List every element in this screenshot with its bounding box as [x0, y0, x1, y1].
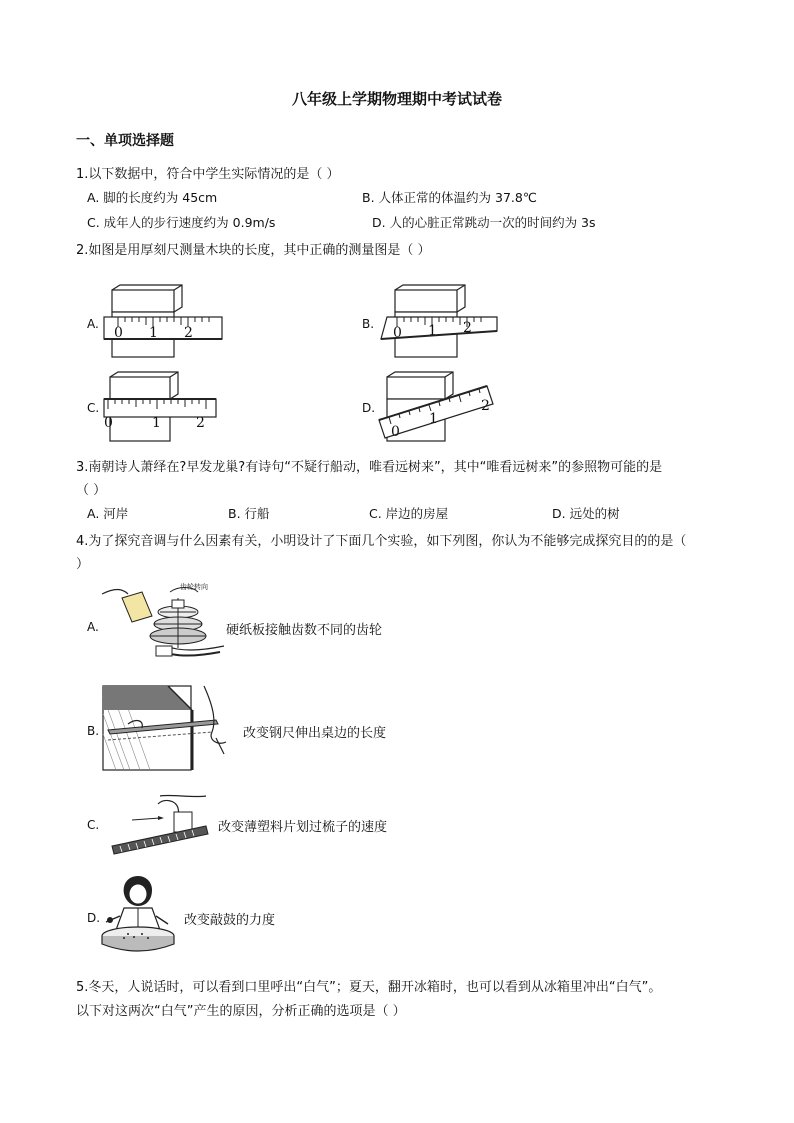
question-2-option-d-label: D. [362, 401, 376, 415]
question-2-stem: 2.如图是用厚刻尺测量木块的长度，其中正确的测量图是（ ） [76, 243, 431, 258]
question-1-option-b: B. 人体正常的体温约为 37.8℃ [362, 190, 537, 205]
ruler-d-tick-2: 2 [481, 398, 490, 414]
option-c-caption: 改变薄塑料片划过梳子的速度 [218, 820, 388, 835]
question-1-stem: 1.以下数据中，符合中学生实际情况的是（ ） [76, 167, 340, 182]
option-a-caption: 硬纸板接触齿数不同的齿轮 [226, 623, 383, 638]
page-title: 八年级上学期物理期中考试试卷 [291, 90, 502, 108]
question-3-stem-cont: （ ） [76, 483, 107, 498]
ruler-d-tick-1: 1 [429, 411, 438, 427]
ruler-c-tick-2: 2 [196, 415, 205, 431]
question-3-option-b: B. 行船 [228, 506, 270, 521]
question-4-option-d-label: D. [87, 911, 101, 925]
question-4-option-b-label: B. [87, 724, 100, 738]
ruler-figure-a [100, 285, 230, 365]
ruler-figure-c [100, 372, 230, 452]
question-4-option-a-label: A. [87, 620, 99, 634]
ruler-a-tick-0: 0 [114, 325, 123, 341]
ruler-a-tick-1: 1 [149, 325, 158, 341]
question-4-option-c-label: C. [87, 818, 100, 832]
question-2-option-c-label: C. [87, 401, 100, 415]
ruler-a-tick-2: 2 [184, 325, 193, 341]
question-4-stem-cont: ） [76, 557, 90, 572]
drum-experiment-image [98, 872, 178, 952]
question-3-stem: 3.南朝诗人萧绎在?早发龙巢?有诗句“不疑行船动，唯看远树来”，其中“唯看远树来”的参照物可能的是 [76, 460, 663, 475]
gear-experiment-image [100, 580, 228, 664]
ruler-figure-d [375, 372, 505, 452]
question-1-option-c: C. 成年人的步行速度约为 0.9m/s [87, 215, 276, 230]
ruler-b-tick-1: 1 [428, 323, 437, 339]
question-4-stem: 4.为了探究音调与什么因素有关，小明设计了下面几个实验，如下列图，你认为不能够完成探究目的的是（ [76, 534, 687, 549]
gear-direction-tag: 齿轮转向 [180, 583, 208, 591]
option-d-caption: 改变敲鼓的力度 [184, 913, 276, 928]
question-3-option-c: C. 岸边的房屋 [369, 506, 449, 521]
section-heading: 一、单项选择题 [76, 133, 174, 149]
ruler-c-tick-1: 1 [152, 415, 161, 431]
question-3-option-d: D. 远处的树 [552, 506, 620, 521]
ruler-b-tick-0: 0 [393, 325, 402, 341]
comb-experiment-image [108, 794, 212, 856]
question-3-option-a: A. 河岸 [87, 506, 129, 521]
ruler-d-tick-0: 0 [391, 424, 400, 440]
question-1-option-a: A. 脚的长度约为 45cm [87, 190, 218, 205]
ruler-b-tick-2: 2 [463, 320, 472, 336]
ruler-figure-b [375, 285, 505, 365]
question-1-option-d: D. 人的心脏正常跳动一次的时间约为 3s [372, 215, 596, 230]
option-b-caption: 改变钢尺伸出桌边的长度 [243, 726, 387, 741]
ruler-c-tick-0: 0 [104, 415, 113, 431]
steel-ruler-image [100, 684, 235, 772]
question-2-option-b-label: B. [362, 317, 375, 331]
question-5-stem-cont: 以下对这两次“白气”产生的原因，分析正确的选项是（ ） [76, 1004, 406, 1019]
question-5-stem: 5.冬天，人说话时，可以看到口里呼出“白气”；夏天，翻开冰箱时，也可以看到从冰箱里冲出“白气”。 [76, 980, 662, 995]
question-2-option-a-label: A. [87, 317, 99, 331]
